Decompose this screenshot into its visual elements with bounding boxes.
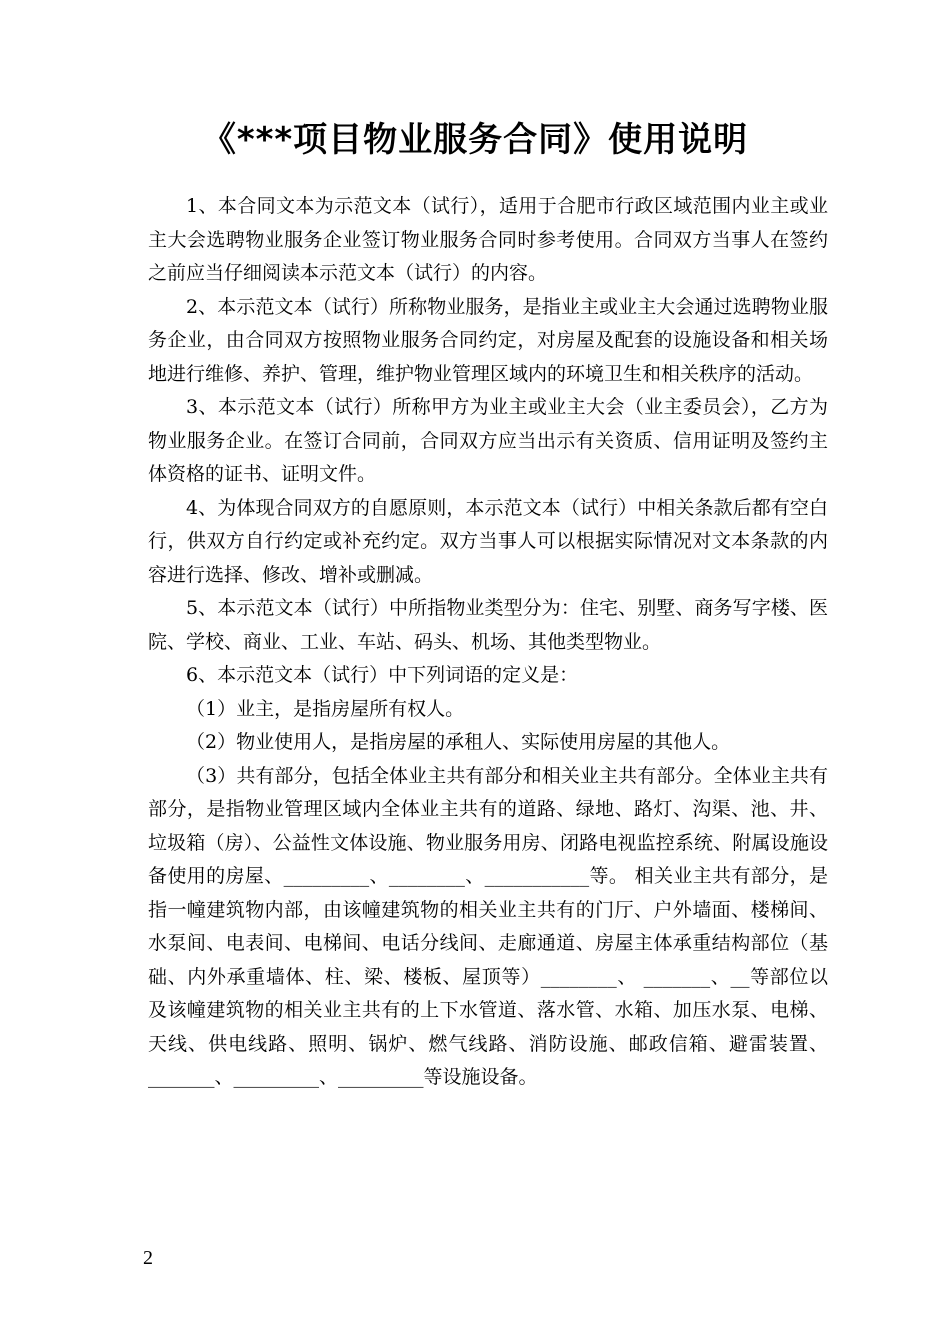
definition-owner: （1）业主，是指房屋所有权人。 <box>186 697 465 720</box>
definition-common-parts: （3）共有部分，包括全体业主共有部分和相关业主共有部分。全体业主共有部分，是指物业管理区域内全体业主共有的道路、绿地、路灯、沟渠、池、井、垃圾箱（房）、公益性文体设施、物业服务用房、闭路电视监控系统、附属设施设备使用的房屋、_________、________、___________等。 相关业主共有部分，是指一幢建筑物内部，由该幢建筑物的相关业主共有的门厅、户外墙面、楼梯间、水泵间、电表间、电梯间、电话分线间、走廊通道、房屋主体承重结构部位（基础、内外承重墙体、柱、梁、楼板、屋顶等）________、 _______、__等部位以及该幢建筑物的相关业主共有的上下水管道、落水管、水箱、加压水泵、电梯、天线、供电线路、照明、锅炉、燃气线路、消防设施、邮政信箱、避雷装置、_______、_________、_________等设施设备。 <box>148 764 828 1088</box>
paragraph-4: 4、为体现合同双方的自愿原则，本示范文本（试行）中相关条款后都有空白行，供双方自行约定或补充约定。双方当事人可以根据实际情况对文本条款的内容进行选择、修改、增补或删减。 <box>148 496 828 586</box>
page-number: 2 <box>143 1247 153 1269</box>
paragraph-2: 2、本示范文本（试行）所称物业服务，是指业主或业主大会通过选聘物业服务企业，由合同双方按照物业服务合同约定，对房屋及配套的设施设备和相关场地进行维修、养护、管理，维护物业管理区域内的环境卫生和相关秩序的活动。 <box>148 295 828 385</box>
paragraph-6: 6、本示范文本（试行）中下列词语的定义是： <box>186 664 579 686</box>
paragraph-3: 3、本示范文本（试行）所称甲方为业主或业主大会（业主委员会），乙方为物业服务企业。在签订合同前，合同双方应当出示有关资质、信用证明及签约主体资格的证书、证明文件。 <box>148 396 828 485</box>
paragraph-1: 1、本合同文本为示范文本（试行），适用于合肥市行政区域范围内业主或业主大会选聘物业服务企业签订物业服务合同时参考使用。合同双方当事人在签约之前应当仔细阅读本示范文本（试行）的内容。 <box>148 195 828 284</box>
paragraph-5: 5、本示范文本（试行）中所指物业类型分为：住宅、别墅、商务写字楼、医院、学校、商业、工业、车站、码头、机场、其他类型物业。 <box>148 597 828 653</box>
page-title: 《***项目物业服务合同》使用说明 <box>201 120 749 160</box>
definition-occupant: （2）物业使用人，是指房屋的承租人、实际使用房屋的其他人。 <box>186 731 731 753</box>
document-body <box>148 190 828 1095</box>
